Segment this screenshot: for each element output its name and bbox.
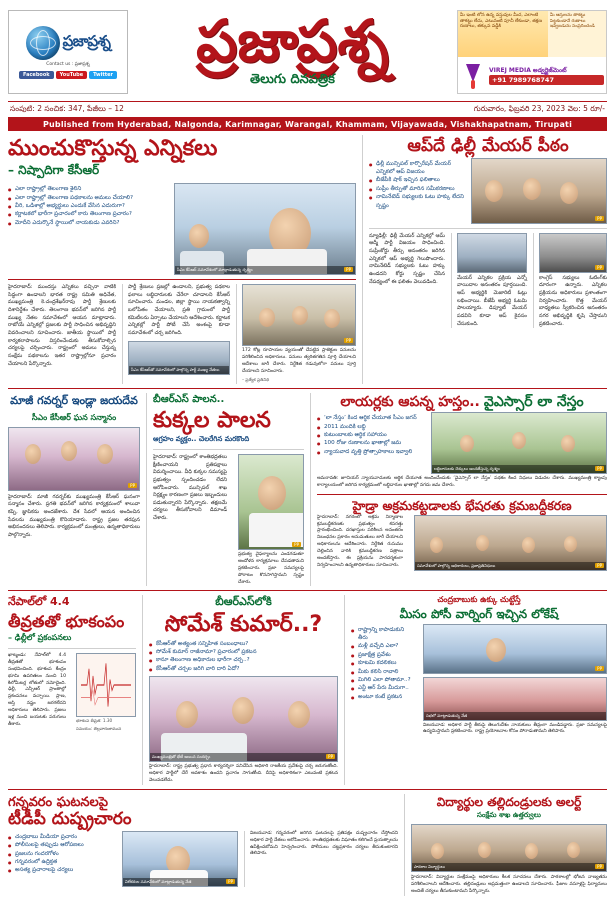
photo-watermark: PP [130,482,135,488]
governor-body: హైదరాబాద్: మాజీ గవర్నర్‌కు ముఖ్యమంత్రి కేసీఆర్ ఘనంగా సన్మానం చేశారు. ప్రగతి భవన్‌లో జరిగిన కార్యక్రమంలో శాలువా కప్పి, జ్ఞాపికను అందజేశారు. దేశ సేవలో ఆయన అందించిన సేవలను ముఖ్యమంత్రి కొనియాడారు. రాష్ట్ర ప్రజల తరఫున అభినందనలు తెలిపారు. కార్యక్రమంలో మంత్రులు, ఉన్నతాధికారులు పాల్గొన్నారు. [8,493,140,538]
list-item: ● వీరి, ఒడిశాల్లో అభ్యర్థులు ఎందుకే వేసిన ఎదురుగా? [8,202,168,210]
warning-kicker: చంద్రబాబుకు ఉక్కు చుట్టేస్తే [437,595,521,605]
published-cities: Published from Hyderabad, Nalgonda, Karimnagar, Warangal, Khammam, Vijayawada, Vishakhapatnam, Tirupati [8,118,607,131]
seismograph-graphic [76,653,136,717]
list-item: ● ఎన్టీ ఆర్ పేరు మీదుగా.. [351,684,413,692]
students-body: హైదరాబాద్: విద్యార్థుల సంక్షేమంపై అధికారులు కీలక సూచనలు చేశారు. పాఠశాలల్లో భోజన నాణ్యతను పరిశీలించాలని ఆదేశించారు. తల్లిదండ్రులు అప్రమత్తంగా ఉండాలని సూచించారు. ఫీజుల వసూళ్లపై ఫిర్యాదులు అందితే చర్యలు తీసుకుంటామని పేర్కొన్నారు. [411,875,607,894]
lead-side-caption: 172 కోట్ల రూపాయల వ్యయంతో చేపట్టిన ప్రాజెక్టుల పనులను పరిశీలించిన అధికారులు. పనులు త్వరితగతిన పూర్తి చేయాలని ఆదేశాలు జారీ చేశారు. నిర్దేశిత గడువులోగా పనులు పూర్తి చేయాలని సూచించారు. [242,348,356,374]
list-item: ● మిగిలి ఎలా పోతామా..? [351,676,413,684]
row-lead [8,135,607,384]
masthead-advertisement[interactable] [457,10,607,94]
quake-headline: తీవ్రతతో భూకంపం [8,612,125,632]
ad-brand: VIREJ MEDIA అడ్వర్టైజ్‌మెంట్ [489,67,567,75]
photo-watermark: PP [597,215,602,221]
warning-headline: మీసం పోసీ వార్నింగ్ ఇచ్చిన లోకేష్ [399,607,559,622]
delhi-photo [471,158,607,224]
list-item: ● 2011 మందికి లబ్ధి [317,423,425,431]
globe-icon [26,26,60,60]
ysr-bullets [317,414,425,472]
hydra-photo [414,515,607,571]
lead-third-photo [242,284,356,346]
lead-top [8,183,356,275]
quake-reading-sub: సమయం: తెల్లవారుజామున [76,725,122,731]
hydra-headline: హైడ్రా అక్రమకట్టడాలకు భేషరతు క్రమబద్ధీకరణ [352,497,572,513]
governor-headline: మాజీ గవర్నర్ ఇండ్లా జయదేవ [10,393,138,407]
tdp-photo-caption: విలేకరుల సమావేశంలో మాట్లాడుతున్న నేత [123,878,237,886]
tdp-story [8,794,398,896]
somesh-photo [149,676,338,762]
brs-subhead: ఆగ్రహం వ్యక్తం.. చెలరేగిన మరకొంది [153,434,250,443]
logo-name: ప్రజాప్రశ్న [62,31,111,50]
lead-body-col2: పార్టీ శ్రేణులు ప్రజల్లో ఉండాలని, ప్రభుత్వ పథకాల ఫలాలు లబ్ధిదారులకు చేరేలా చూడాలని కేసీఆర్ సూచించారు. మండల, జిల్లా స్థాయి నాయకత్వాన్ని బలోపేతం చేయాలని, ప్రతి గ్రామంలో పార్టీ కమిటీలను ఏర్పాటు చేయాలని ఆదేశించారు. కర్ణాటక ఎన్నికల్లో పార్టీ పోటీ చేసే అంశంపై కూడా సమావేశంలో చర్చ జరిగింది. [128,284,231,337]
tdp-headline-line2: టీడీపీ దుష్ప్రచారం [8,809,132,830]
list-item: ● కూటమి కదలికలు [351,659,413,667]
brs-body-2: ప్రభుత్వ వైఫల్యాలను ఎండగడుతూ ఆందోళన కార్యక్రమాలు చేపడతామని ప్రకటించారు. ప్రజా సమస్యలపై పోరాటం కొనసాగిస్తామని స్పష్టం చేశారు. [238,551,304,585]
students-subhead: సంక్షేమ శాఖ ఉత్తర్వులు [477,811,541,819]
governor-story [8,393,140,587]
lead-photo-caption: సీఎం కేసీఆర్ సమావేశంలో మాట్లాడుతున్న దృశ్యం [175,266,355,274]
list-item: ● అంటూ కంటే ప్రకటన [351,693,413,701]
delhi-body-col3: కాంగ్రెస్ సభ్యులు ఓటింగ్‌కు దూరంగా ఉన్నారు. ఎన్నికల ప్రక్రియను అధికారులు ప్రశాంతంగా నిర్వహించారు. కొత్త మేయర్ బాధ్యతలు స్వీకరించిన అనంతరం నగర అభివృద్ధికి కృషి చేస్తామని ప్రకటించారు. [539,274,607,327]
flame-logo-icon [460,62,486,90]
row-third [8,595,607,784]
ad-line-2: మీ ఆస్తులను తాకట్టు పెట్టకుండానే రుణాలు ఇవ్వబడును సంప్రదించండి [548,11,606,57]
lead-headline: ముంచుకొస్తున్న ఎన్నికలు [8,136,218,161]
ad-line-1: మీ ఇంటి లోన ఉన్న వస్తువుల మీద, ఎలాంటి తాకట్టు లేదు, ఎటువంటి పూచీ లేకుండా, తక్షణ రుణాలు, తక్కువ వడ్డీకి [460,13,543,30]
lead-secondary-caption: సీఎం కేసీఆర్‌తో సమావేశంలో పాల్గొన్న పార్టీ ముఖ్య నేతలు [129,366,229,374]
photo-watermark: PP [294,541,299,547]
governor-subhead: సీఎం కేసీఆర్ ఘన సన్మానం [31,412,117,422]
list-item: ● కానూ తెలంగాణ అధికారుల భారీగా చర్చ..? [149,656,338,664]
brs-photo [238,454,304,550]
ysr-photo [431,412,607,474]
delhi-headline: ఆప్‌దే ఢిల్లీ మేయర్ పీఠం [407,136,569,156]
lead-side-sign: – ప్రత్యేక ప్రతినిధి [242,376,270,382]
ysr-hydra-column [310,393,607,587]
photo-watermark: PP [346,267,351,273]
list-item: ● గన్నవరంలో ఉద్రిక్తత [8,858,112,866]
ysr-headline-right: వైఎస్సార్ లా నేస్తం [483,393,584,410]
photo-watermark: PP [328,754,333,760]
lead-story [8,135,356,384]
students-headline: విద్యార్థుల తల్లిదండ్రులకు అలర్ట్ [436,794,582,809]
list-item: ● ఎలా రాష్ట్రాల్లో తెలంగాణ శైలిని [8,185,168,193]
twitter-icon[interactable]: Twitter [89,71,117,79]
list-item: ● ఎలా రాష్ట్రాల్లో తెలంగాణ పథకాలను అమలు చేయాలి? [8,194,168,202]
list-item: ● చంద్రబాబు మీడియా ప్రచారం [8,833,112,841]
edition-strip [8,101,607,118]
warning-photo-1 [423,624,607,674]
students-photo-caption: పాఠశాల విద్యార్థులు [412,863,606,871]
list-item: ● మోదీని ఎదుర్కొనే స్థాయిలో నాయకుడు ఎవరిని? [8,219,168,227]
list-item: ● 100 రోజు రుణాలను ఖాతాల్లో జమ [317,439,425,447]
brs-story [146,393,304,587]
list-item: ● సోమేశ్ కుమార్ రాజీనామా? ప్రచారంలో ప్రకటన [149,648,338,656]
warning-body: విజయవాడ: అధికార పార్టీ తీరుపై తెలుగుదేశం నాయకులు తీవ్రంగా మండిపడ్డారు. ప్రజా సమస్యలపై ఉద్యమిస్తామని ప్రకటించారు. రాష్ట్ర ప్రయోజనాల కోసం పోరాడుతామని తెలిపారు. [423,722,607,735]
ysr-body: అమరావతి: జూనియర్ న్యాయవాదులకు ఆర్థిక చేయూత అందించేందుకు ‘వైఎస్సార్ లా నేస్తం’ పథకం కింద నిధులు విడుదల చేశారు. ముఖ్యమంత్రి క్యాంపు కార్యాలయంలో జరిగిన కార్యక్రమంలో లబ్ధిదారుల ఖాతాల్లో నగదు జమ చేశారు. [317,476,607,489]
warning-bullets [351,626,413,735]
tdp-body: విజయవాడ: గన్నవరంలో జరిగిన ఘటనలపై ప్రతిపక్షం దుష్ప్రచారం చేస్తోందని అధికార పార్టీ నేతలు ఆరోపించారు. శాంతిభద్రతలకు విఘాతం కలిగించే ప్రయత్నాలను ఉపేక్షించబోమని హెచ్చరించారు. పోలీసులు చట్టప్రకారం చర్యలు తీసుకుంటారని తెలిపారు. [250,830,398,857]
list-item: ● ఢిల్లీ మున్సిపల్ కార్పొరేషన్ మేయర్ ఎన్నికలో ఆప్ విజయం [369,160,465,177]
lead-bullets [8,185,168,273]
photo-watermark: PP [597,665,602,671]
ysr-headline-left: లాయర్లకు ఆపన్న హస్తం.. [340,393,480,410]
seismic-wave-icon [81,658,131,712]
students-photo [411,824,607,872]
ad-phone[interactable]: +91 7989768747 [489,75,604,85]
edition-volume: సంపుటి: 2 సంచిక: 347, పేజీలు – 12 [10,104,124,113]
students-story [404,794,607,896]
paper-tagline: తెలుగు దినపత్రిక [250,71,335,87]
photo-watermark: PP [346,338,351,344]
masthead-title-block [132,7,453,89]
photo-watermark: PP [597,264,602,270]
list-item: ● అసత్య ప్రచారాలపై చర్యలు [8,866,112,874]
list-item: ● సుప్రీం తీర్పుతో మారిన సమీకరణాలు [369,185,465,193]
list-item: ● కర్ణాటకలో భారీగా ప్రచారంలో కారు తెలంగాణ ప్రచారం? [8,210,168,218]
publication-logo [8,10,128,94]
quake-reading: భూకంప తీవ్రత: 1.30 [76,717,113,723]
quake-body: ఖాట్మండు: నేపాల్‌లో 4.4 తీవ్రతతో భూకంపం సంభవించింది. భూకంప కేంద్రం భూమి ఉపరితలం నుంచి 10 కిలోమీటర్ల లోతులో నమోదైంది. ఢిల్లీ, ఎన్సీఆర్ ప్రాంతాల్లో ప్రకంపనలు వచ్చాయి. ప్రాణ, ఆస్తి నష్టం జరగలేదని అధికారులు తెలిపారు. ప్రజలు ఇళ్ల నుంచి బయటకు పరుగులు తీశారు. [8,652,66,727]
tdp-bullets [8,833,112,885]
lead-secondary-photo [128,341,230,375]
list-item: ● కేసీఆర్‌తో చర్చల జరిగి వారి దారి ఏదో? [149,665,338,673]
youtube-icon[interactable]: YouTube [56,71,88,79]
list-item: ● ప్రజలను గందరగోళం [8,850,112,858]
list-item: ● నామినేటెడ్ సభ్యులకు ఓటు హక్కు లేదని స్పష్టం [369,193,465,210]
somesh-body: హైదరాబాద్: రాష్ట్ర ప్రభుత్వ ప్రధాన కార్యదర్శిగా పనిచేసిన అధికారి రాజకీయ ప్రవేశంపై చర్చ జరుగుతోంది. అధికార పార్టీలో చేరే అవకాశం ఉందని ప్రచారం సాగుతోంది. దీనిపై అధికారికంగా ఎటువంటి ప్రకటన వెలువడలేదు. [149,764,338,783]
list-item: ● కుటుంబాలకు ఆర్థిక సహాయం [317,431,425,439]
delhi-body [369,233,607,328]
delhi-photo-3 [539,233,607,273]
warning-photo-caption: సభలో మాట్లాడుతున్న నేత [424,712,606,720]
delhi-top [369,158,607,224]
lead-subhead: – నిష్పాదిగా కేసీఆర్ [8,163,100,178]
list-item: ● ప్రజాక్షేత్ర ప్రవేశం [351,651,413,659]
facebook-icon[interactable]: Facebook [19,71,54,79]
list-item: ● న్యాయవాద వృత్తి ప్రోత్సాహకాలు ఇవ్వాలి [317,448,425,456]
quake-subhead: – ఢిల్లీలో ప్రకంపనలు [8,632,72,642]
brs-body: హైదరాబాద్: రాష్ట్రంలో శాంతిభద్రతలు క్షీణించాయని ప్రతిపక్షాలు విమర్శించాయి. వీధి కుక్కల సమస్యపై ప్రభుత్వం స్పందించడం లేదని ఆరోపించారు. మున్సిపల్ శాఖ నిర్లక్ష్యం కారణంగా ప్రజలు ఇబ్బందులు పడుతున్నారని పేర్కొన్నారు. తక్షణమే చర్యలు తీసుకోవాలని డిమాండ్ చేశారు. [153,453,227,522]
lead-body [8,284,356,384]
photo-watermark: PP [597,562,602,568]
list-item: ● ‘లా నేస్తం’ కింద ఆర్థిక చేయూత సీఎం జగన్ [317,414,425,422]
social-links[interactable] [19,71,117,79]
hydra-body: హైదరాబాద్: నగరంలో అక్రమ నిర్మాణాల క్రమబద్ధీకరణకు ప్రభుత్వం కసరత్తు ప్రారంభించింది. దరఖాస్తుల పరిశీలన అనంతరం నిబంధనల ప్రకారం అనుమతులు జారీ చేయాలని అధికారులను ఆదేశించారు. నిర్దేశిత రుసుము చెల్లించిన వారికి క్రమబద్ధీకరణ పత్రాలు అందజేస్తారు. ఈ ప్రక్రియను పారదర్శకంగా నిర్వహించాలని ఉన్నతాధికారులు సూచించారు. [317,514,403,568]
somesh-bullets [149,640,338,674]
edition-date: గురువారం, ఫిబ్రవరి 23, 2023 వెల: 5 రూ/- [473,104,605,113]
ysr-photo-caption: లబ్ధిదారులకు చెక్కులు అందజేస్తున్న దృశ్యం [432,465,606,473]
warning-story [344,595,607,784]
list-item: ● పోలీసులపై తప్పుడు ఆరోపణలు [8,841,112,849]
delhi-bullets [369,160,465,222]
photo-watermark: PP [597,466,602,472]
lead-photo [174,183,356,275]
photo-watermark: PP [597,864,602,869]
delhi-photo-2 [457,233,527,273]
lead-body-col1: హైదరాబాద్: ముందస్తు ఎన్నికలు వచ్చినా వాటికి సిద్ధంగా ఉండాలని భారత రాష్ట్ర సమితి అధినేత, ముఖ్యమంత్రి కె.చంద్రశేఖర్‌రావు పార్టీ శ్రేణులకు దిశానిర్దేశం చేశారు. తెలంగాణ భవన్‌లో జరిగిన పార్టీ ముఖ్య నేతల సమావేశంలో ఆయన మాట్లాడారు. రాబోయే ఎన్నికల్లో ప్రజలకు పార్టీ సాధించిన అభివృద్ధిని వివరించాలని సూచించారు. జాతీయ స్థాయిలో పార్టీ కార్యకలాపాలను విస్తరించేందుకు తీసుకోవాల్సిన చర్యలపై చర్చించారు. రాష్ట్రంలో అమలు చేస్తున్న సంక్షేమ పథకాలను ఇతర రాష్ట్రాల్లోనూ ప్రచారం చేయాలని పేర్కొన్నారు. [8,284,116,367]
list-item: ● బీజేపీకి షాక్ ఇచ్చిన ఫలితాలు [369,176,465,184]
row-second [8,393,607,587]
delhi-body-col1: న్యూఢిల్లీ: ఢిల్లీ మేయర్ ఎన్నికల్లో ఆమ్ ఆద్మీ పార్టీ విజయం సాధించింది. సుప్రీంకోర్టు తీర్పు అనంతరం జరిగిన ఎన్నికలో ఆప్ అభ్యర్థి గెలుపొందారు. నామినేటెడ్ సభ్యులకు ఓటు హక్కు ఉండదని కోర్టు స్పష్టం చేసిన నేపథ్యంలో ఈ ఫలితం వెలువడింది. [369,232,445,285]
brs-kicker: బీఆర్ఎస్ పాలన.. [153,393,225,405]
brs-headline: కుక్కల పాలన [153,407,271,433]
tdp-headline-line1: గన్నవరం ఘటనలపై [8,794,109,810]
list-item: ● మళ్లీ వచ్చేది ఎలా? [351,642,413,650]
list-item: ● రాష్ట్రాన్ని కాపాడుకుని తీరు [351,626,413,643]
somesh-headline: సోమేశ్ కుమార్..? [164,612,323,638]
quake-kicker: నేపాల్‌లో 4.4 [8,595,70,609]
hydra-photo-caption: సమావేశంలో పాల్గొన్న అధికారులు, ప్రజాప్రతినిధులు [415,562,606,570]
list-item: ● మీకు కలిసి రావాలి [351,668,413,676]
governor-photo [8,427,140,491]
tdp-photo [122,831,238,887]
row-fourth [8,794,607,896]
list-item: ● కేసీఆర్‌తో అత్యంత సన్నిహిత సంబంధాలు? [149,640,338,648]
photo-watermark: PP [228,878,233,884]
warning-photo-2 [423,677,607,721]
delhi-body-col2: మేయర్ ఎన్నికల ప్రక్రియ ఎన్నో వాయిదాల అనంతరం పూర్తయింది. ఆప్ అభ్యర్థికి మెజారిటీ ఓట్లు లభించాయి. బీజేపీ అభ్యర్థి ఓటమి పాలయ్యారు. డిప్యూటీ మేయర్ పదవిని కూడా ఆప్ కైవసం చేసుకుంది. [457,274,527,327]
quake-story [8,595,136,784]
delhi-mayor-story [362,135,607,384]
somesh-photo-caption: ముఖ్యమంత్రితో భేటీ అయిన సందర్భం [150,753,337,761]
paper-title: ప్రజాప్రశ్న [196,7,389,76]
masthead [8,6,607,98]
somesh-kicker: బీఆర్ఎస్‌లోకి [215,595,272,609]
somesh-story [142,595,338,784]
logo-subtext: Contact us : ప్రజాప్రశ్న [46,61,90,67]
